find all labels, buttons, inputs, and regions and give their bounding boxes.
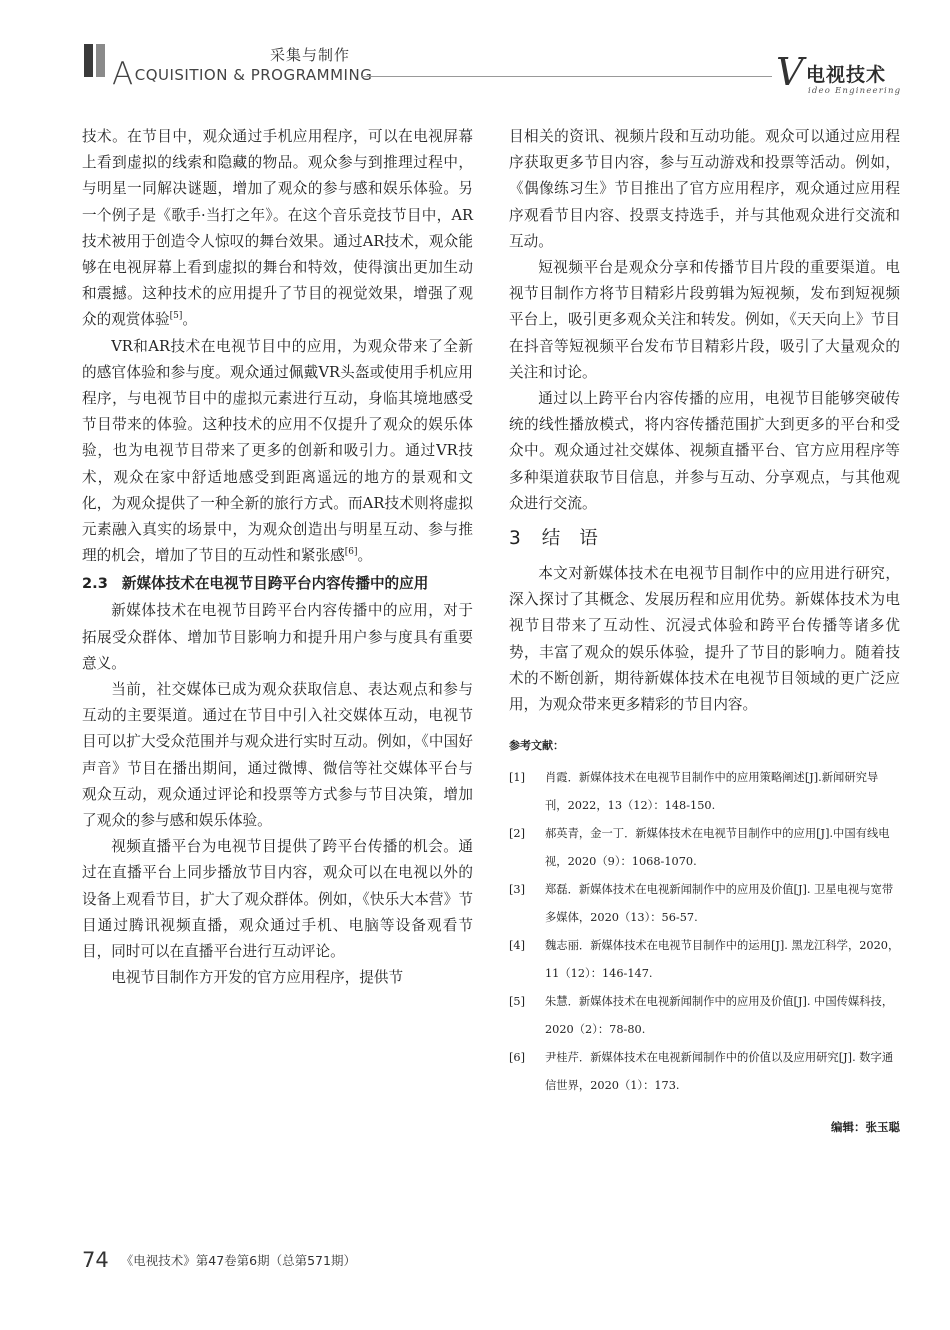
paragraph: 新媒体技术在电视节目跨平台内容传播中的应用，对于拓展受众群体、增加节目影响力和提升用户参与度具有重要意义。 — [82, 602, 473, 672]
reference-text: 魏志丽．新媒体技术在电视节目制作中的运用[J]. 黑龙江科学，2020，11（12）：146-147. — [545, 939, 900, 981]
heading-number: 3 — [509, 528, 522, 550]
heading-char-1: 结 — [541, 528, 562, 550]
paragraph-text: VR和AR技术在电视节目中的应用，为观众带来了全新的感官体验和参与度。观众通过佩戴VR头盔或使用手机应用程序，与电视节目中的虚拟元素进行互动，身临其境地感受节目带来的体验。这种技术的应用不仅提升了观众的娱乐体验，也为电视节目带来了更多的创新和吸引力。通过VR技术，观众在家中舒适地感受到距离遥远的地方的景观和文化，为观众提供了一种全新的旅行方式。而AR技术则将虚拟元素融入真实的场景中，为观众创造出与明星互动、参与推理的机会，增加了节目的互动性和紧张感 — [82, 337, 473, 565]
reference-item — [509, 1044, 900, 1100]
reference-text: 郑磊．新媒体技术在电视新闻制作中的应用及价值[J]. 卫星电视与宽带多媒体，2020（13）：56-57. — [545, 883, 894, 925]
header-rule — [362, 76, 772, 77]
reference-number: [4] — [509, 939, 526, 953]
heading-number: 2.3 — [82, 575, 108, 593]
reference-number: [3] — [509, 883, 526, 897]
citation: [5] — [169, 311, 183, 322]
reference-text: 肖霞．新媒体技术在电视节目制作中的应用策略阐述[J].新闻研究导刊，2022，13（12）：148-150. — [545, 771, 879, 813]
paragraph: 视频直播平台为电视节目提供了跨平台传播的机会。通过在直播平台上同步播放节目内容，观众可以在电视以外的设备上观看节目，扩大了观众群体。例如，《快乐大本营》节目通过腾讯视频直播，观众通过手机、电脑等设备观看节目，同时可以在直播平台进行互动评论。 — [82, 838, 473, 961]
section-title-en — [112, 56, 372, 92]
paragraph: 短视频平台是观众分享和传播节目片段的重要渠道。电视节目制作方将节目精彩片段剪辑为短视频，发布到短视频平台上，吸引更多观众关注和转发。例如，《天天向上》节目在抖音等短视频平台发布节目精彩片段，吸引了大量观众的关注和讨论。 — [509, 259, 900, 381]
section-title-cn: 采集与制作 — [270, 46, 351, 64]
paragraph-text: 技术。在节目中，观众通过手机应用程序，可以在电视屏幕上看到虚拟的线索和隐藏的物品。观众参与到推理过程中，与明星一同解决谜题，增加了观众的参与感和娱乐体验。另一个例子是《歌手·当打之年》。在这个音乐竞技节目中，AR技术被用于创造令人惊叹的舞台效果。通过AR技术，观众能够在电视屏幕上看到虚拟的舞台和特效，使得演出更加生动和震撼。这种技术的应用提升了节目的视觉效果，增强了观众的观赏体验 — [82, 128, 473, 329]
paragraph: 目相关的资讯、视频片段和互动功能。观众可以通过应用程序获取更多节目内容，参与互动游戏和投票等活动。例如，《偶像练习生》节目推出了官方应用程序，观众通过应用程序观看节目内容、投票支持选手，并与其他观众进行交流和互动。 — [509, 128, 900, 250]
heading-title: 新媒体技术在电视节目跨平台内容传播中的应用 — [121, 575, 429, 593]
paragraph — [82, 334, 473, 570]
left-column — [82, 124, 473, 992]
paragraph — [82, 124, 473, 334]
logo-name: 电视技术 — [806, 64, 887, 86]
reference-text: 尹桂芹．新媒体技术在电视新闻制作中的价值以及应用研究[J]. 数字通信世界，2020（1）：173. — [545, 1051, 894, 1093]
paragraph: 本文对新媒体技术在电视节目制作中的应用进行研究，深入探讨了其概念、发展历程和应用优势。新媒体技术为电视节目带来了互动性、沉浸式体验和跨平台传播等诸多优势，丰富了观众的娱乐体验，提升了节目的影响力。随着技术的不断创新，期待新媒体技术在电视节目领域的更广泛应用，为观众带来更多精彩的节目内容。 — [509, 565, 900, 714]
paragraph: 当前，社交媒体已成为观众获取信息、表达观点和参与互动的主要渠道。通过在节目中引入社交媒体互动，电视节目可以扩大受众范围并与观众进行实时互动。例如，《中国好声音》节目在播出期间，通过微博、微信等社交媒体平台与观众互动，观众通过评论和投票等方式参与节目决策，增加了观众的参与感和娱乐体验。 — [82, 681, 473, 830]
logo-subtitle: ideo Engineering — [808, 86, 902, 96]
logo-v: V — [776, 50, 804, 94]
reference-number: [2] — [509, 827, 526, 841]
reference-item — [509, 876, 900, 932]
reference-text: 郝英青，金一丁．新媒体技术在电视节目制作中的应用[J].中国有线电视，2020（9）：1068-1070. — [545, 827, 890, 869]
citation: [6] — [344, 547, 358, 558]
heading-char-2: 语 — [579, 528, 599, 550]
reference-item — [509, 932, 900, 988]
references-title: 参考文献： — [509, 739, 564, 753]
reference-item — [509, 764, 900, 820]
reference-item — [509, 988, 900, 1044]
paragraph: 电视节目制作方开发的官方应用程序，提供节 — [111, 969, 404, 987]
paragraph-end: 。 — [357, 547, 373, 565]
reference-number: [6] — [509, 1051, 526, 1065]
reference-number: [1] — [509, 771, 526, 785]
section-heading-2-3 — [82, 571, 473, 597]
reference-number: [5] — [509, 995, 526, 1009]
page-number: 74 — [82, 1248, 109, 1272]
paragraph: 通过以上跨平台内容传播的应用，电视节目能够突破传统的线性播放模式，将内容传播范围扩大到更多的平台和受众中。观众通过社交媒体、视频直播平台、官方应用程序等多种渠道获取节目信息，并参与互动、分享观点，与其他观众进行交流。 — [509, 390, 900, 512]
section-title-rest: CQUISITION & PROGRAMMING — [134, 66, 373, 84]
section-title-initial: A — [112, 56, 134, 92]
journal-logo — [776, 50, 906, 98]
reference-text: 朱慧．新媒体技术在电视新闻制作中的应用及价值[J]. 中国传媒科技，2020（2）：78-80. — [545, 995, 894, 1037]
header-bars — [84, 44, 108, 77]
journal-info: 《电视技术》第47卷第6期（总第571期） — [120, 1253, 356, 1268]
section-heading-3 — [509, 525, 900, 553]
paragraph-end: 。 — [182, 311, 197, 329]
right-column — [509, 124, 900, 1140]
page-footer — [82, 1248, 356, 1272]
editor-credit: 编辑：张玉聪 — [831, 1120, 900, 1135]
reference-item — [509, 820, 900, 876]
